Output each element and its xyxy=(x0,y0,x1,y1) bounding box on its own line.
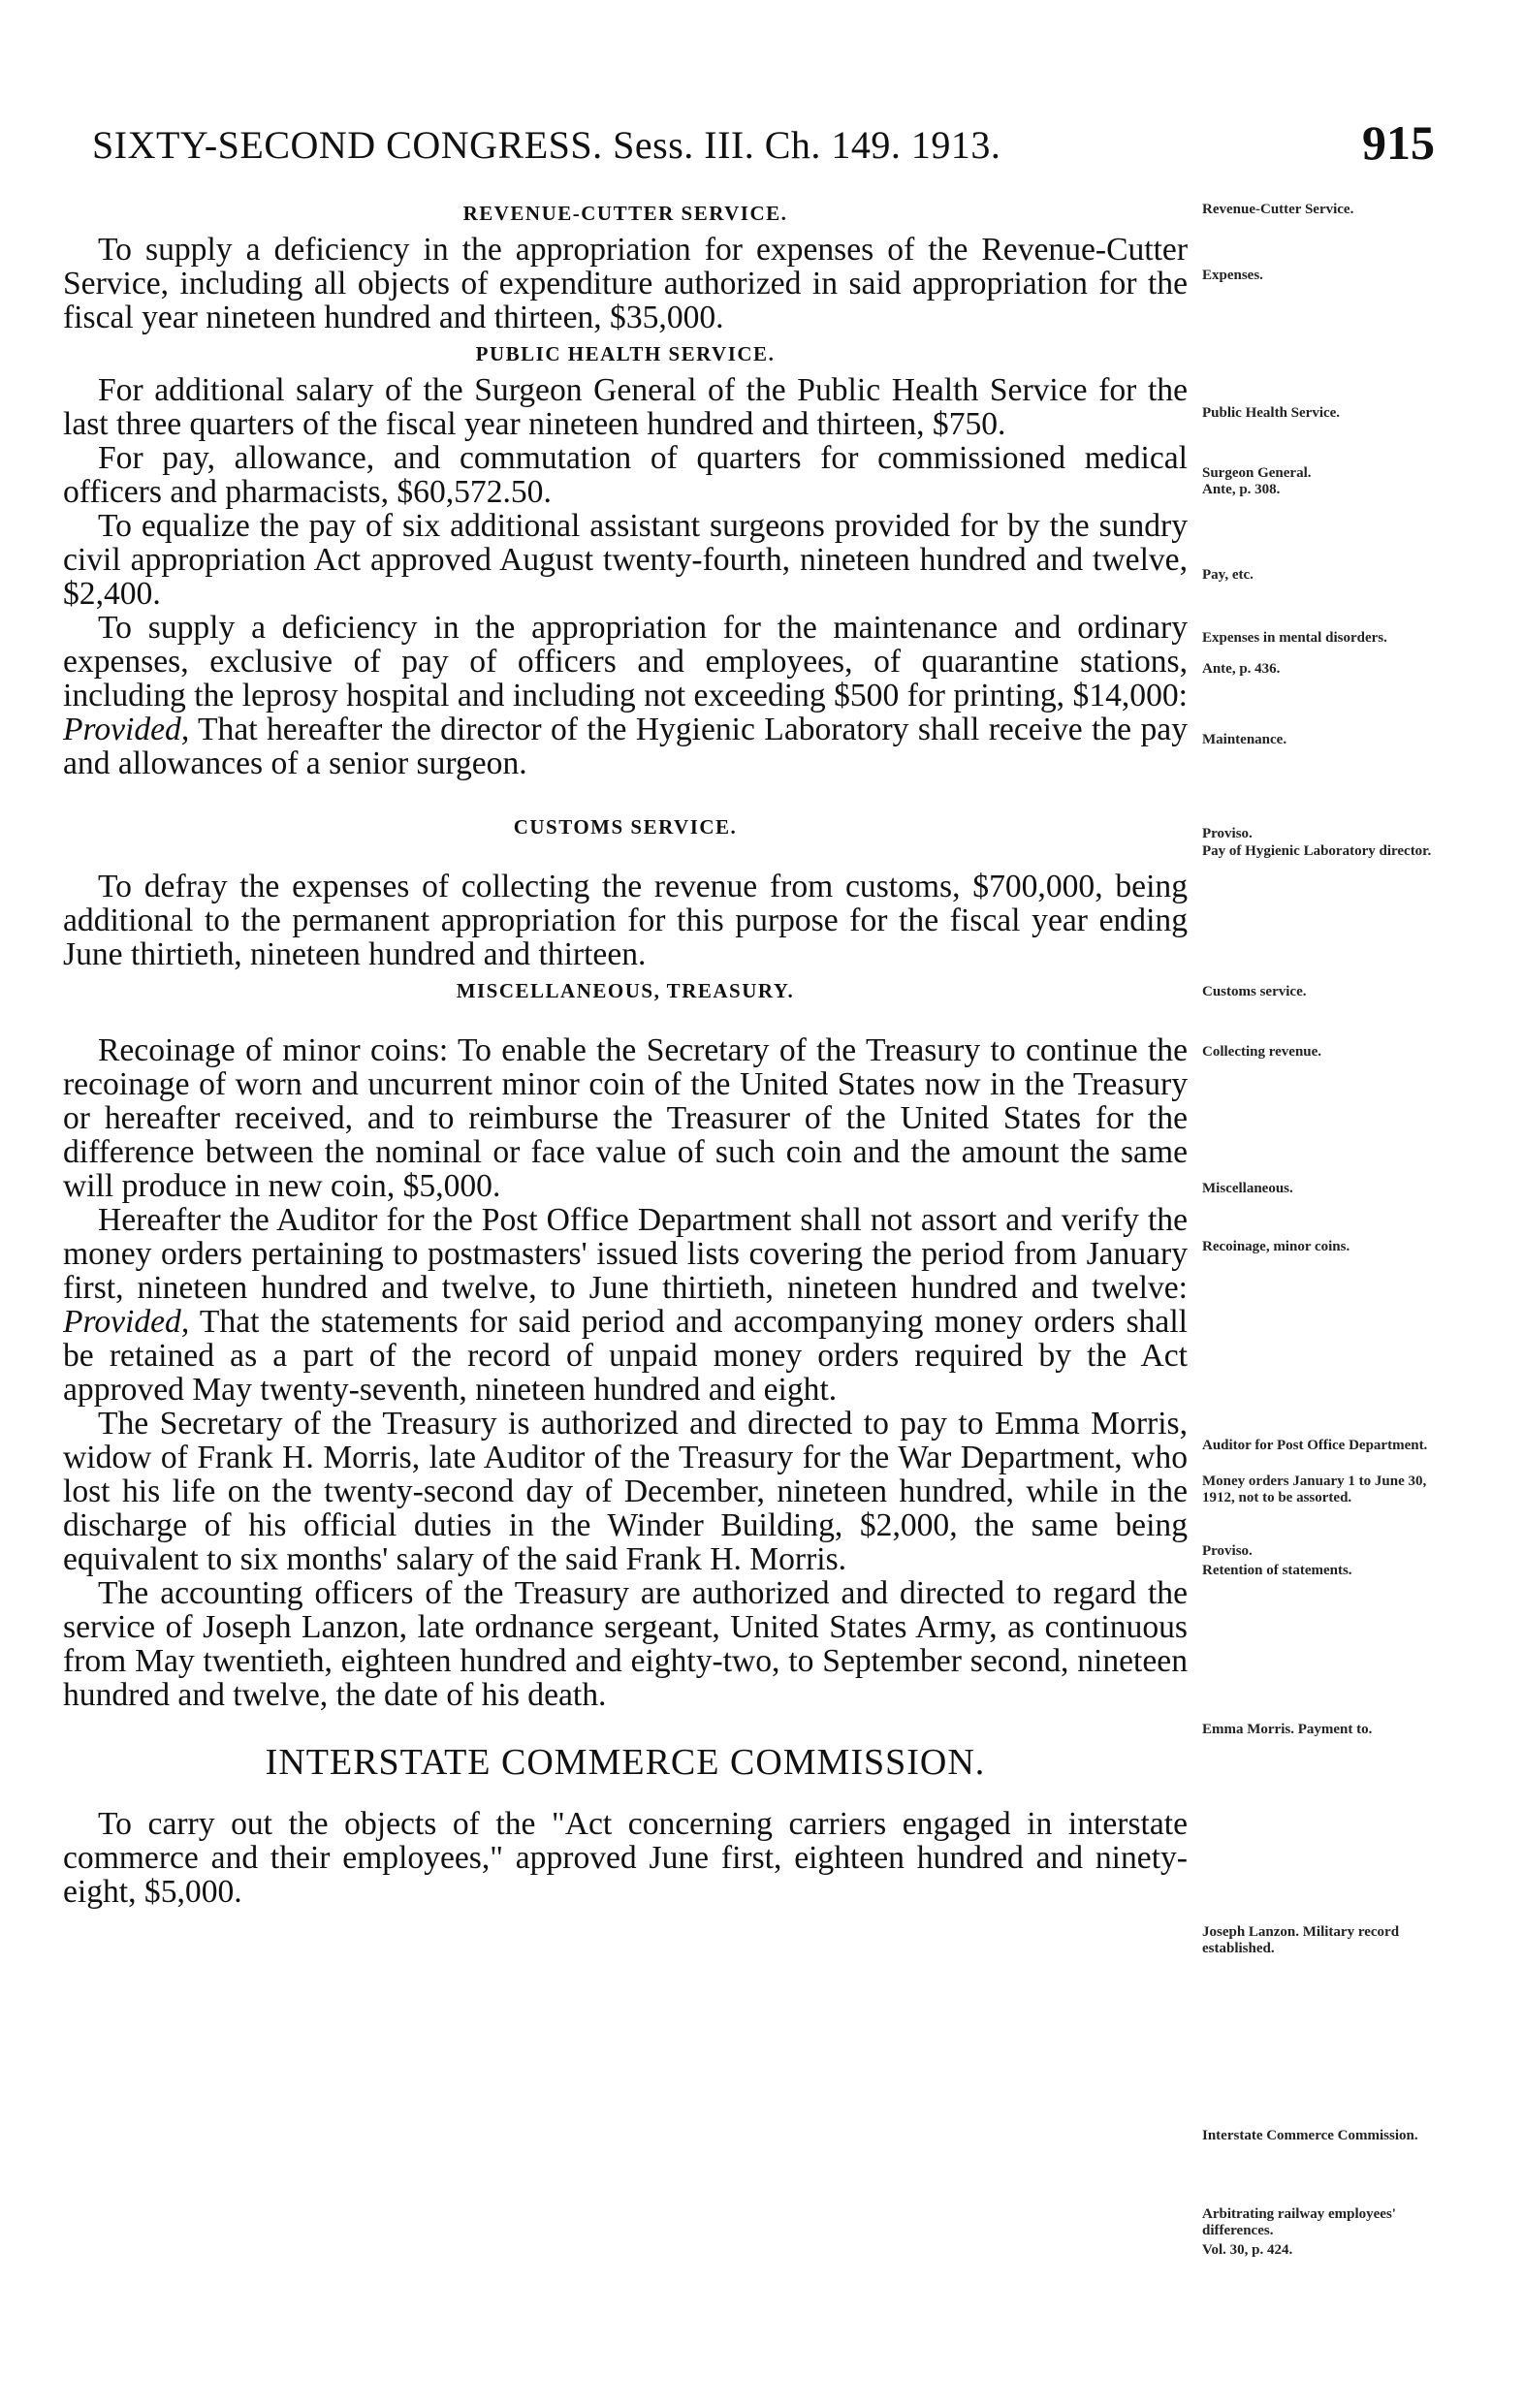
margin-note: Proviso. xyxy=(1202,826,1253,841)
spacer xyxy=(63,1010,1188,1033)
margin-note: Maintenance. xyxy=(1202,732,1287,747)
margin-note: Expenses. xyxy=(1202,268,1263,283)
paragraph-revenue-cutter-expenses: To supply a deficiency in the appropriation for expenses of the Revenue-Cutter Service, including all objects of expenditure authorized in said appropriation for the fiscal year nineteen hundred and thirteen, $35,000. xyxy=(63,232,1188,335)
paragraph-interstate: To carry out the objects of the "Act concerning carriers engaged in interstate commerce and their employees," approved June first, eighteen hundred and ninety-eight, $5,000. xyxy=(63,1806,1188,1910)
paragraph-emma-morris: The Secretary of the Treasury is authorized and directed to pay to Emma Morris, widow of Frank H. Morris, late Auditor of the Treasury for the War Department, who lost his life on the twenty-second day of December, nineteen hundred, while in the discharge of his official duties in the Winder Building, $2,000, the same being equivalent to six months' salary of the said Frank H. Morris. xyxy=(63,1406,1188,1577)
paragraph-customs: To defray the expenses of collecting the revenue from customs, $700,000, being additional to the permanent appropriation for this purpose for the fiscal year ending June thirtieth, nineteen hundred and thirteen. xyxy=(63,869,1188,972)
paragraph-surgeon-general: For additional salary of the Surgeon General of the Public Health Service for the last three quarters of the fiscal year nineteen hundred and thirteen, $750. xyxy=(63,372,1188,442)
margin-note: Collecting revenue. xyxy=(1202,1044,1322,1060)
margin-note: Surgeon General. xyxy=(1202,465,1312,481)
margin-note: Retention of statements. xyxy=(1202,1563,1352,1578)
paragraph-recoinage: Recoinage of minor coins: To enable the Secretary of the Treasury to continue the recoinage of worn and uncurrent minor coin of the United States now in the Treasury or hereafter received, and to reimburse the Treasurer of the United States for the difference between the nominal or face value of such coin and the amount the same will produce in new coin, $5,000. xyxy=(63,1032,1188,1204)
paragraph-joseph-lanzon: The accounting officers of the Treasury are authorized and directed to regard the service of Joseph Lanzon, late ordnance sergeant, United States Army, as continuous from May twentieth, eighteen hundred and eighty-two, to September second, nineteen hundred and twelve, the date of his death. xyxy=(63,1575,1188,1713)
margin-note: Customs service. xyxy=(1202,984,1307,999)
spacer xyxy=(63,846,1188,870)
margin-note: Recoinage, minor coins. xyxy=(1202,1239,1350,1254)
auditor-proviso-text: That the statements for said period and accompanying money orders shall be retained as a part of the record of unpaid money orders required by the Act approved May twenty-seventh, nineteen hundred and eight. xyxy=(63,1304,1188,1408)
heading-customs: CUSTOMS SERVICE. xyxy=(513,815,738,839)
margin-note: Money orders January 1 to June 30, 1912, not to be assorted. xyxy=(1202,1473,1427,1505)
margin-note: Vol. 30, p. 424. xyxy=(1202,2242,1293,2258)
margin-note: Ante, p. 308. xyxy=(1202,482,1281,497)
margin-note: Pay, etc. xyxy=(1202,567,1254,583)
margin-note: Arbitrating railway employees' differences. xyxy=(1202,2206,1396,2238)
paragraph-maintenance xyxy=(63,611,1188,780)
heading-revenue-cutter: REVENUE-CUTTER SERVICE. xyxy=(462,202,788,225)
body-text xyxy=(63,194,1188,1909)
maintenance-text: To supply a deficiency in the appropriation for the maintenance and ordinary expenses, exclusive of pay of officers and employees, of quarantine stations, including the leprosy hospital and including not exceeding $500 for printing, $14,000: xyxy=(63,610,1188,713)
provided-word: Provided, xyxy=(63,712,190,747)
margin-note: Pay of Hygienic Laboratory director. xyxy=(1202,843,1432,859)
margin-note: Joseph Lanzon. Military record established. xyxy=(1202,1924,1400,1956)
margin-note: Interstate Commerce Commission. xyxy=(1202,2128,1418,2143)
margin-note: Revenue-Cutter Service. xyxy=(1202,202,1354,217)
margin-note: Ante, p. 436. xyxy=(1202,661,1281,677)
page-number: 915 xyxy=(1362,115,1435,170)
heading-misc-treasury: MISCELLANEOUS, TREASURY. xyxy=(456,979,795,1002)
margin-note: Auditor for Post Office Department. xyxy=(1202,1438,1428,1453)
maintenance-proviso-text: That hereafter the director of the Hygienic Laboratory shall receive the pay and allowances of a senior surgeon. xyxy=(63,712,1188,781)
paragraph-auditor xyxy=(63,1203,1188,1407)
provided-word: Provided, xyxy=(63,1304,190,1340)
auditor-text: Hereafter the Auditor for the Post Office Department shall not assort and verify the money orders pertaining to postmasters' issued lists covering the period from January first, nineteen hundred and twelve, to June thirtieth, nineteen hundred and twelve: xyxy=(63,1202,1188,1306)
paragraph-equalize-pay: To equalize the pay of six additional assistant surgeons provided for by the sundry civil appropriation Act approved August twenty-fourth, nineteen hundred and twelve, $2,400. xyxy=(63,508,1188,612)
heading-interstate-commerce: INTERSTATE COMMERCE COMMISSION. xyxy=(265,1742,986,1783)
heading-public-health: PUBLIC HEALTH SERVICE. xyxy=(475,342,776,365)
running-head xyxy=(92,114,1435,173)
margin-note: Proviso. xyxy=(1202,1543,1253,1559)
paragraph-pay-allowance: For pay, allowance, and commutation of quarters for commissioned medical officers and pharmacists, $60,572.50. xyxy=(63,440,1188,510)
running-head-title: SIXTY-SECOND CONGRESS. Sess. III. Ch. 149. 1913. xyxy=(92,123,1001,167)
margin-note: Expenses in mental disorders. xyxy=(1202,630,1387,646)
margin-note: Miscellaneous. xyxy=(1202,1181,1293,1196)
margin-note: Public Health Service. xyxy=(1202,405,1341,421)
margin-note: Emma Morris. Payment to. xyxy=(1202,1722,1373,1737)
